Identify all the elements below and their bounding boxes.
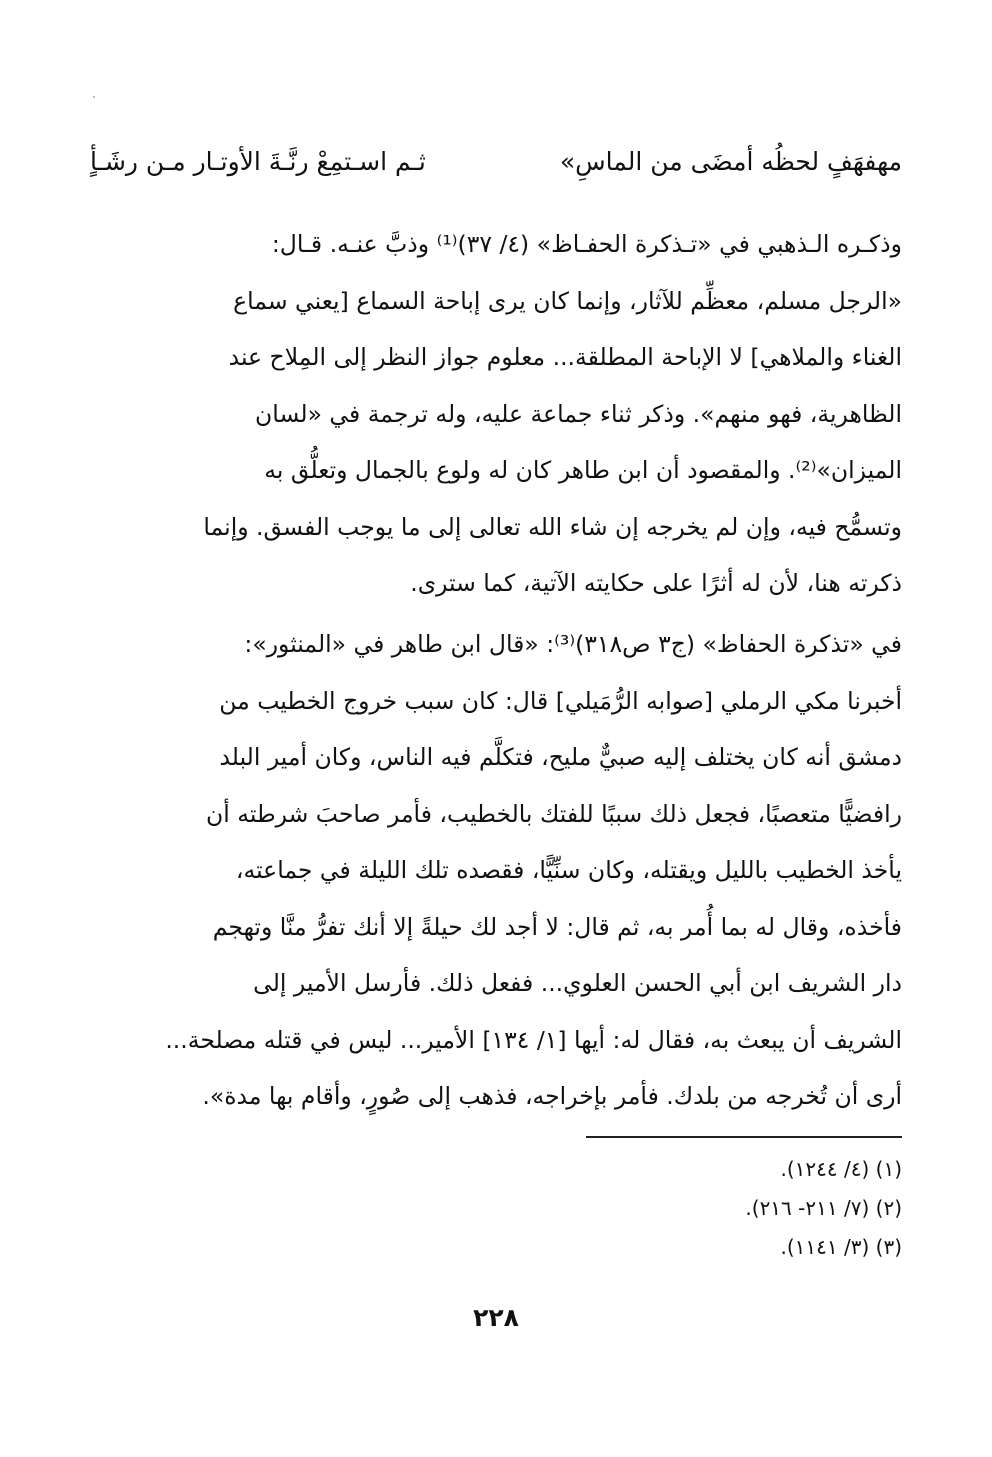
paragraph-line: وذكـره الـذهبي في «تـذكرة الحفـاظ» (٤/ ٣٧)⁽¹⁾ وذبَّ عنـه. قـال: bbox=[271, 230, 902, 258]
verse-second-hemistich: مهفهَفٍ لحظُه أمضَى من الماسِ» bbox=[559, 147, 902, 176]
verse-first-hemistich: ثـم اسـتمِعْ رنَّـةَ الأوتـار مـن رشَـأٍ bbox=[90, 147, 426, 176]
paragraph-line: فأخذه، وقال له بما أُمر به، ثم قال: لا أجد لك حيلةً إلا أنك تفرُّ منَّا وتهجم bbox=[212, 912, 902, 941]
footnote-separator bbox=[586, 1136, 902, 1138]
footnote-1: (١) (٤/ ١٢٤٤). bbox=[780, 1157, 902, 1181]
paragraph-line: الميزان»⁽²⁾. والمقصود أن ابن طاهر كان له ولوع بالجمال وتعلُّق به bbox=[264, 456, 902, 484]
paragraph-line: وتسمُّح فيه، وإن لم يخرجه إن شاء الله تعالى إلى ما يوجب الفسق. وإنما bbox=[203, 512, 902, 541]
paragraph-line: الغناء والملاهي] لا الإباحة المطلقة... معلوم جواز النظر إلى المِلاح عند bbox=[228, 343, 902, 371]
paragraph-line: الظاهرية، فهو منهم». وذكر ثناء جماعة عليه، وله ترجمة في «لسان bbox=[255, 399, 902, 428]
paragraph-line: دمشق أنه كان يختلف إليه صبيٌّ مليح، فتكلَّم فيه الناس، وكان أمير البلد bbox=[219, 743, 902, 771]
page-number: ٢٢٨ bbox=[473, 1303, 519, 1332]
poem-verse bbox=[90, 140, 902, 184]
paragraph-line: «الرجل مسلم، معظِّم للآثار، وإنما كان يرى إباحة السماع [يعني سماع bbox=[233, 286, 902, 315]
paragraph-line: أرى أن تُخرجه من بلدك. فأمر بإخراجه، فذهب إلى صُورٍ، وأقام بها مدة». bbox=[202, 1082, 902, 1110]
paragraph-line: في «تذكرة الحفاظ» (ج٣ ص٣١٨)⁽³⁾: «قال ابن طاهر في «المنثور»: bbox=[244, 630, 902, 658]
paragraph-line: الشريف أن يبعث به، فقال له: أيها [١/ ١٣٤] الأمير... ليس في قتله مصلحة... bbox=[165, 1025, 902, 1054]
paragraph-line: أخبرنا مكي الرملي [صوابه الرُّمَيلي] قال: كان سبب خروج الخطيب من bbox=[219, 686, 902, 715]
paragraph-tadhkira-quote bbox=[90, 616, 902, 1125]
scan-speck bbox=[93, 96, 95, 98]
paragraph-line: رافضيًّا متعصبًا، فجعل ذلك سببًا للفتك بالخطيب، فأمر صاحبَ شرطته أن bbox=[206, 799, 902, 828]
paragraph-line: ذكرته هنا، لأن له أثرًا على حكايته الآتية، كما سترى. bbox=[410, 569, 902, 597]
footnote-3: (٣) (٣/ ١١٤١). bbox=[780, 1235, 902, 1259]
paragraph-dhahabi bbox=[90, 216, 902, 612]
footnotes bbox=[600, 1150, 902, 1267]
paragraph-line: دار الشريف ابن أبي الحسن العلوي... ففعل ذلك. فأرسل الأمير إلى bbox=[253, 969, 902, 997]
footnote-2: (٢) (٧/ ٢١١- ٢١٦). bbox=[745, 1196, 902, 1220]
paragraph-line: يأخذ الخطيب بالليل ويقتله، وكان سنِّيًّا، فقصده تلك الليلة في جماعته، bbox=[235, 856, 902, 884]
